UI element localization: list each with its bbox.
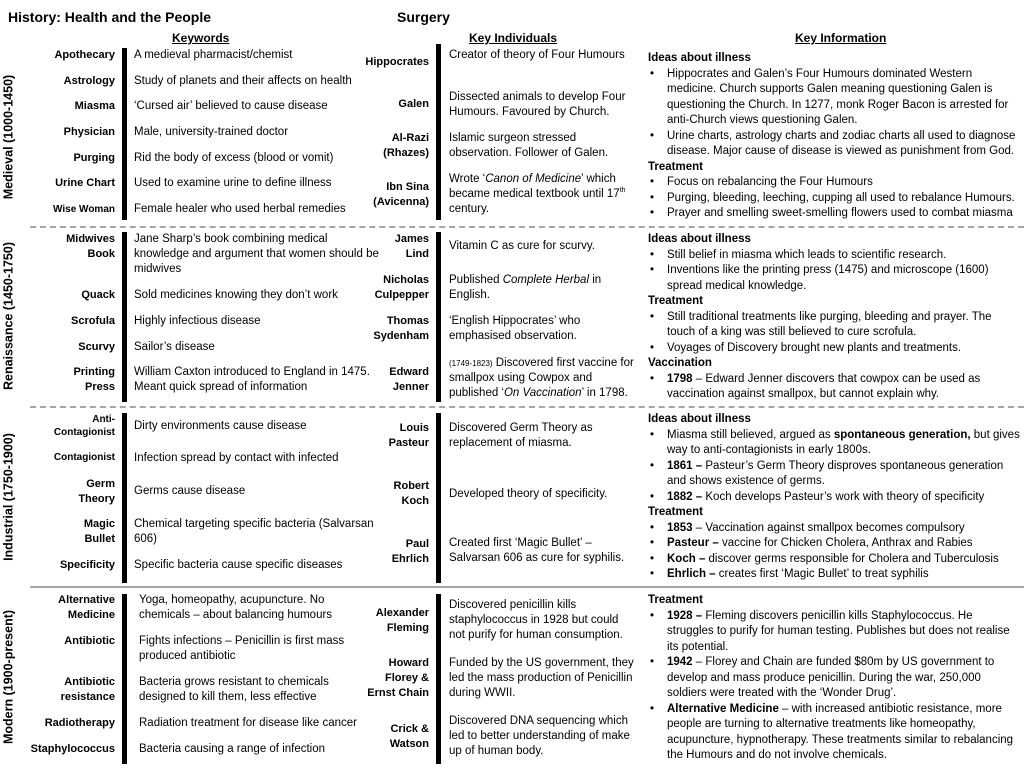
keyword-definition: Study of planets and their affects on health: [134, 75, 352, 87]
keywords-heading: Keywords: [172, 31, 230, 45]
info-subheading: Ideas about illness: [648, 52, 751, 64]
individual-description: Discovered penicillin kills staphylococcus in 1928 but could not purify for human consumption.: [449, 599, 623, 641]
keyword-term: Radiotherapy: [44, 717, 115, 729]
keyword-term: Antibiotic resistance: [60, 676, 115, 703]
info-bullet: • 1928 – Fleming discovers penicillin kills Staphylococcus. He struggles to purify for human testing. Publishes but does not realise its potential.: [648, 609, 1020, 656]
individual-name: Howard Florey & Ernst Chain: [367, 657, 429, 699]
info-bullet: • Still belief in miasma which leads to scientific research.: [648, 248, 1020, 264]
info-industrial: [648, 412, 1020, 583]
keyword-definition: Infection spread by contact with infected: [134, 452, 339, 464]
info-subheading: Ideas about illness: [648, 413, 751, 425]
keyword-definition: Jane Sharp’s book combining medical knowledge and argument that women should be midwives: [134, 233, 379, 275]
keyword-definition: Dirty environments cause disease: [134, 420, 307, 432]
info-subheading: Ideas about illness: [648, 233, 751, 245]
info-bullet: • Focus on rebalancing the Four Humours: [648, 175, 1020, 191]
keyword-definition: Bacteria grows resistant to chemicals designed to kill them, less effective: [139, 676, 329, 703]
info-subheading: Vaccination: [648, 357, 712, 369]
info-bullet: • 1861 – Pasteur’s Germ Theory disproves spontaneous generation and shows existence of germs.: [648, 459, 1020, 490]
individual-name: Louis Pasteur: [388, 422, 429, 449]
keyword-term: Specificity: [59, 559, 115, 571]
individual-description: Wrote ‘Canon of Medicine’ which became medical textbook until 17th century.: [449, 173, 626, 215]
individuals-heading: Key Individuals: [469, 31, 558, 45]
keyword-definition: Fights infections – Penicillin is first mass produced antibiotic: [139, 635, 345, 662]
individual-name: Alexander Fleming: [375, 607, 429, 634]
individual-name: Robert Koch: [393, 480, 429, 507]
info-bullet: • Inventions like the printing press (1475) and microscope (1600) spread medical knowledge.: [648, 263, 1020, 294]
individual-description: Vitamin C as cure for scurvy.: [449, 240, 595, 252]
era-label-renaissance: Renaissance (1450-1750): [1, 241, 16, 391]
keyword-divider: [122, 594, 127, 764]
keyword-term: Germ Theory: [78, 478, 115, 505]
keyword-definition: Sold medicines knowing they don’t work: [134, 289, 338, 301]
individuals-divider: [436, 413, 441, 583]
keyword-definition: William Caxton introduced to England in 1475. Meant quick spread of information: [134, 366, 370, 393]
keyword-term: Scrofula: [70, 315, 115, 327]
keyword-term: Astrology: [63, 75, 115, 87]
info-bullet: • Still traditional treatments like purging, bleeding and prayer. The touch of a king was still believed to cure scrofula.: [648, 310, 1020, 341]
keyword-term: Scurvy: [78, 341, 115, 353]
keyword-term: Midwives Book: [66, 233, 115, 260]
keyword-definition: Bacteria causing a range of infection: [139, 743, 326, 755]
individual-description: Islamic surgeon stressed observation. Follower of Galen.: [449, 132, 609, 159]
info-bullet: • Pasteur – vaccine for Chicken Cholera, Anthrax and Rabies: [648, 536, 1020, 552]
individual-name: Paul Ehrlich: [391, 538, 429, 565]
keyword-term: Purging: [73, 152, 115, 164]
keyword-term: Physician: [63, 126, 115, 138]
individual-description: Dissected animals to develop Four Humours. Favoured by Church.: [449, 91, 626, 118]
info-heading: Key Information: [795, 31, 887, 45]
keyword-term: Alternative Medicine: [58, 594, 115, 621]
info-bullet: • Koch – discover germs responsible for Cholera and Tuberculosis: [648, 552, 1020, 568]
keyword-definition: Specific bacteria cause specific diseases: [134, 559, 343, 571]
era-separator: [30, 586, 1024, 588]
info-bullet: • Urine charts, astrology charts and zodiac charts all used to diagnose disease. Major cause of disease is viewed as punishment from God.: [648, 129, 1020, 160]
individual-description: Discovered Germ Theory as replacement of miasma.: [449, 422, 593, 449]
info-bullet: • 1853 – Vaccination against smallpox becomes compulsory: [648, 521, 1020, 537]
keyword-definition: Germs cause disease: [134, 485, 246, 497]
keyword-divider: [122, 48, 127, 220]
individual-description: Funded by the US government, they led the mass production of Penicillin during WWII.: [449, 657, 634, 699]
individual-description: Created first ‘Magic Bullet’ – Salvarsan 606 as cure for syphilis.: [449, 537, 625, 564]
era-label-industrial: Industrial (1750-1900): [1, 433, 16, 561]
individuals-divider: [436, 232, 441, 402]
keyword-definition: Used to examine urine to define illness: [134, 177, 332, 189]
era-label-medieval: Medieval (1000-1450): [1, 74, 16, 200]
keyword-definition: Radiation treatment for disease like cancer: [139, 717, 357, 729]
individual-description: ‘English Hippocrates’ who emphasised observation.: [449, 315, 581, 342]
keyword-term: Apothecary: [54, 49, 115, 61]
keyword-term: Miasma: [74, 100, 115, 112]
info-bullet: • Purging, bleeding, leeching, cupping all used to rebalance Humours.: [648, 191, 1020, 207]
info-bullet: • Prayer and smelling sweet-smelling flowers used to combat miasma: [648, 206, 1020, 222]
keyword-term: Antibiotic: [64, 635, 115, 647]
individual-description: Discovered DNA sequencing which led to better understanding of make up of human body.: [449, 715, 630, 757]
keyword-definition: Sailor’s disease: [134, 341, 215, 353]
individual-description: Developed theory of specificity.: [449, 488, 608, 500]
keyword-term: Printing Press: [73, 366, 115, 393]
info-subheading: Treatment: [648, 295, 703, 307]
keyword-term: Contagionist: [53, 452, 115, 463]
keyword-definition: ‘Cursed air’ believed to cause disease: [134, 100, 328, 112]
individuals-divider: [436, 594, 441, 764]
individual-description: Creator of theory of Four Humours: [449, 49, 625, 61]
info-bullet: • Hippocrates and Galen’s Four Humours dominated Western medicine. Church supports Galen meaning questioning Galen is questioning the Church. In 1277, monk Roger Bacon is arrested for anti-Church views questioning Galen.: [648, 67, 1020, 129]
keyword-definition: Rid the body of excess (blood or vomit): [134, 152, 334, 164]
keyword-divider: [122, 232, 127, 402]
individual-name: Thomas Sydenham: [373, 315, 429, 342]
info-medieval: [648, 51, 1020, 222]
individual-name: James Lind: [394, 233, 429, 260]
keyword-divider: [122, 413, 127, 583]
info-modern: [648, 593, 1020, 764]
era-separator: [30, 406, 1024, 408]
keyword-term: Magic Bullet: [83, 518, 115, 545]
individual-name: Al-Razi (Rhazes): [383, 132, 429, 159]
info-bullet: • Alternative Medicine – with increased antibiotic resistance, more people are turning to alternative treatments like homeopathy, acupuncture, hypnotherapy. These treatments similar to rebalancing the Humours and do not involve chemicals.: [648, 702, 1020, 764]
keyword-term: Wise Woman: [53, 204, 115, 215]
info-subheading: Treatment: [648, 506, 703, 518]
individual-description: (1749-1823) Discovered first vaccine for smallpox using Cowpox and published ‘On Vaccination’ in 1798.: [449, 357, 634, 399]
keyword-definition: Male, university-trained doctor: [134, 126, 289, 138]
page-topic: Surgery: [397, 9, 450, 25]
individuals-divider: [436, 44, 441, 220]
info-renaissance: [648, 232, 1020, 403]
individual-name: Ibn Sina (Avicenna): [373, 181, 429, 208]
individual-name: Hippocrates: [365, 56, 429, 68]
keyword-term: Quack: [81, 289, 115, 301]
keyword-definition: Yoga, homeopathy, acupuncture. No chemicals – about balancing humours: [139, 594, 333, 621]
individual-name: Galen: [398, 98, 429, 110]
info-bullet: • 1798 – Edward Jenner discovers that cowpox can be used as vaccination against smallpox, but cannot explain why.: [648, 372, 1020, 403]
info-bullet: • Ehrlich – creates first ‘Magic Bullet’ to treat syphilis: [648, 567, 1020, 583]
info-bullet: • 1882 – Koch develops Pasteur’s work with theory of specificity: [648, 490, 1020, 506]
info-bullet: • 1942 – Florey and Chain are funded $80m by US government to develop and mass produce penicillin. During the war, 250,000 soldiers were treated with the ‘Wonder Drug’.: [648, 655, 1020, 702]
keyword-definition: Chemical targeting specific bacteria (Salvarsan 606): [134, 518, 374, 545]
info-subheading: Treatment: [648, 160, 703, 173]
individual-name: Crick & Watson: [389, 723, 429, 750]
keyword-term: Anti-Contagionist: [53, 414, 115, 438]
info-bullet: • Voyages of Discovery brought new plants and treatments.: [648, 341, 1020, 357]
era-label-modern: Modern (1900-present): [1, 609, 16, 745]
individual-description: Published Complete Herbal in English.: [449, 274, 602, 301]
info-subheading: Treatment: [648, 594, 703, 606]
keyword-term: Urine Chart: [55, 177, 115, 189]
individual-name: Nicholas Culpepper: [374, 274, 429, 301]
info-bullet: • Miasma still believed, argued as spontaneous generation, but gives way to anti-contagionists in early 1800s.: [648, 428, 1020, 459]
keyword-term: Staphylococcus: [30, 743, 115, 755]
keyword-definition: Female healer who used herbal remedies: [134, 203, 346, 215]
individual-name: Edward Jenner: [389, 366, 429, 393]
era-separator: [30, 226, 1024, 228]
page-title: History: Health and the People: [8, 9, 212, 25]
keyword-definition: A medieval pharmacist/chemist: [134, 49, 293, 61]
keyword-definition: Highly infectious disease: [134, 315, 261, 327]
